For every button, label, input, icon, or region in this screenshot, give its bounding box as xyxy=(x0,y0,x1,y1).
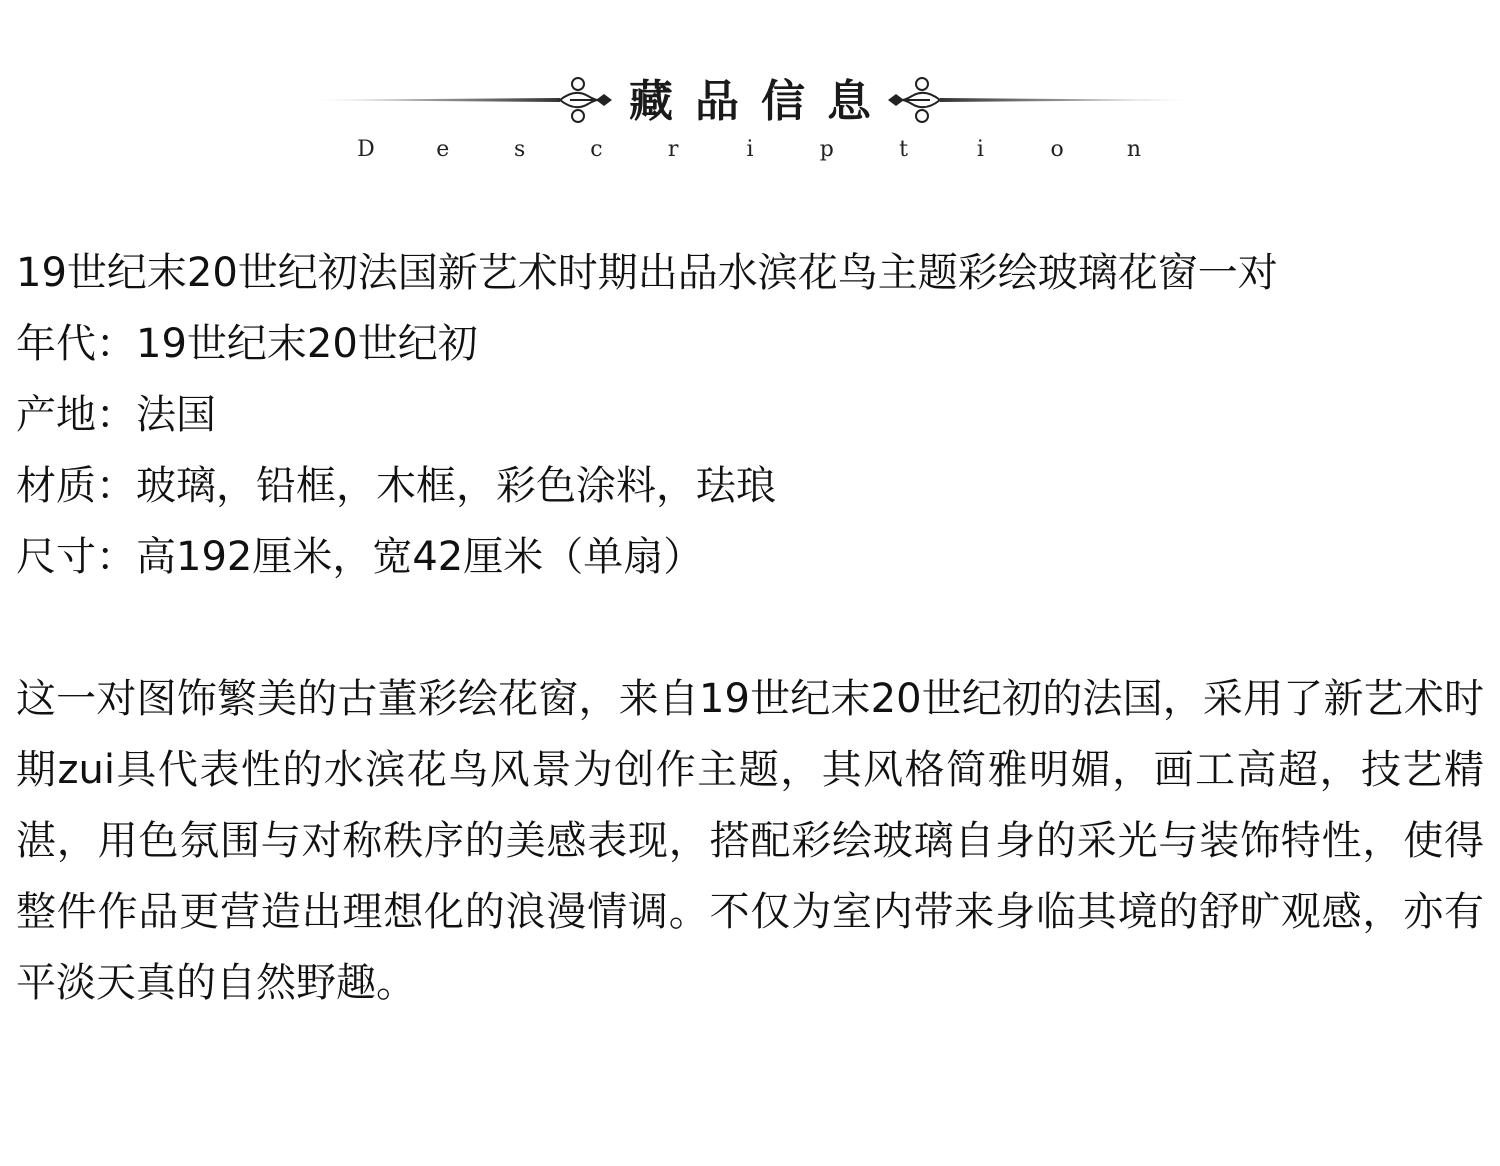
subtitle-letter: c xyxy=(590,137,603,162)
subtitle-letter: e xyxy=(436,137,450,162)
section-title: 藏品信息 xyxy=(629,76,893,127)
section-subtitle xyxy=(355,136,1145,164)
item-name: 19世纪末20世纪初法国新艺术时期出品水滨花鸟主题彩绘玻璃花窗一对 xyxy=(16,250,1278,296)
collection-info xyxy=(16,238,1484,1019)
item-material: 材质：玻璃，铅框，木框，彩色涂料，珐琅 xyxy=(16,463,776,509)
subtitle-letter: i xyxy=(976,137,984,162)
item-era: 年代：19世纪末20世纪初 xyxy=(16,321,478,367)
paragraph-spacer xyxy=(16,593,1484,664)
subtitle-letter: o xyxy=(1050,137,1064,162)
section-header xyxy=(0,60,1500,170)
item-origin: 产地：法国 xyxy=(16,392,216,438)
subtitle-letter: p xyxy=(819,137,834,162)
subtitle-letter: D xyxy=(357,137,375,162)
subtitle-letter: i xyxy=(746,137,754,162)
subtitle-letter: t xyxy=(899,137,908,162)
subtitle-letter: r xyxy=(667,137,679,162)
item-size: 尺寸：高192厘米，宽42厘米（单扇） xyxy=(16,534,704,580)
item-description: 这一对图饰繁美的古董彩绘花窗，来自19世纪末20世纪初的法国，采用了新艺术时期zui具代表性的水滨花鸟风景为创作主题，其风格简雅明媚，画工高超，技艺精湛，用色氛围与对称秩序的美感表现，搭配彩绘玻璃自身的采光与装饰特性，使得整件作品更营造出理想化的浪漫情调。不仅为室内带来身临其境的舒旷观感，亦有平淡天真的自然野趣。 xyxy=(16,676,1484,1006)
subtitle-letter: n xyxy=(1126,137,1142,162)
subtitle-letter: s xyxy=(513,137,526,162)
